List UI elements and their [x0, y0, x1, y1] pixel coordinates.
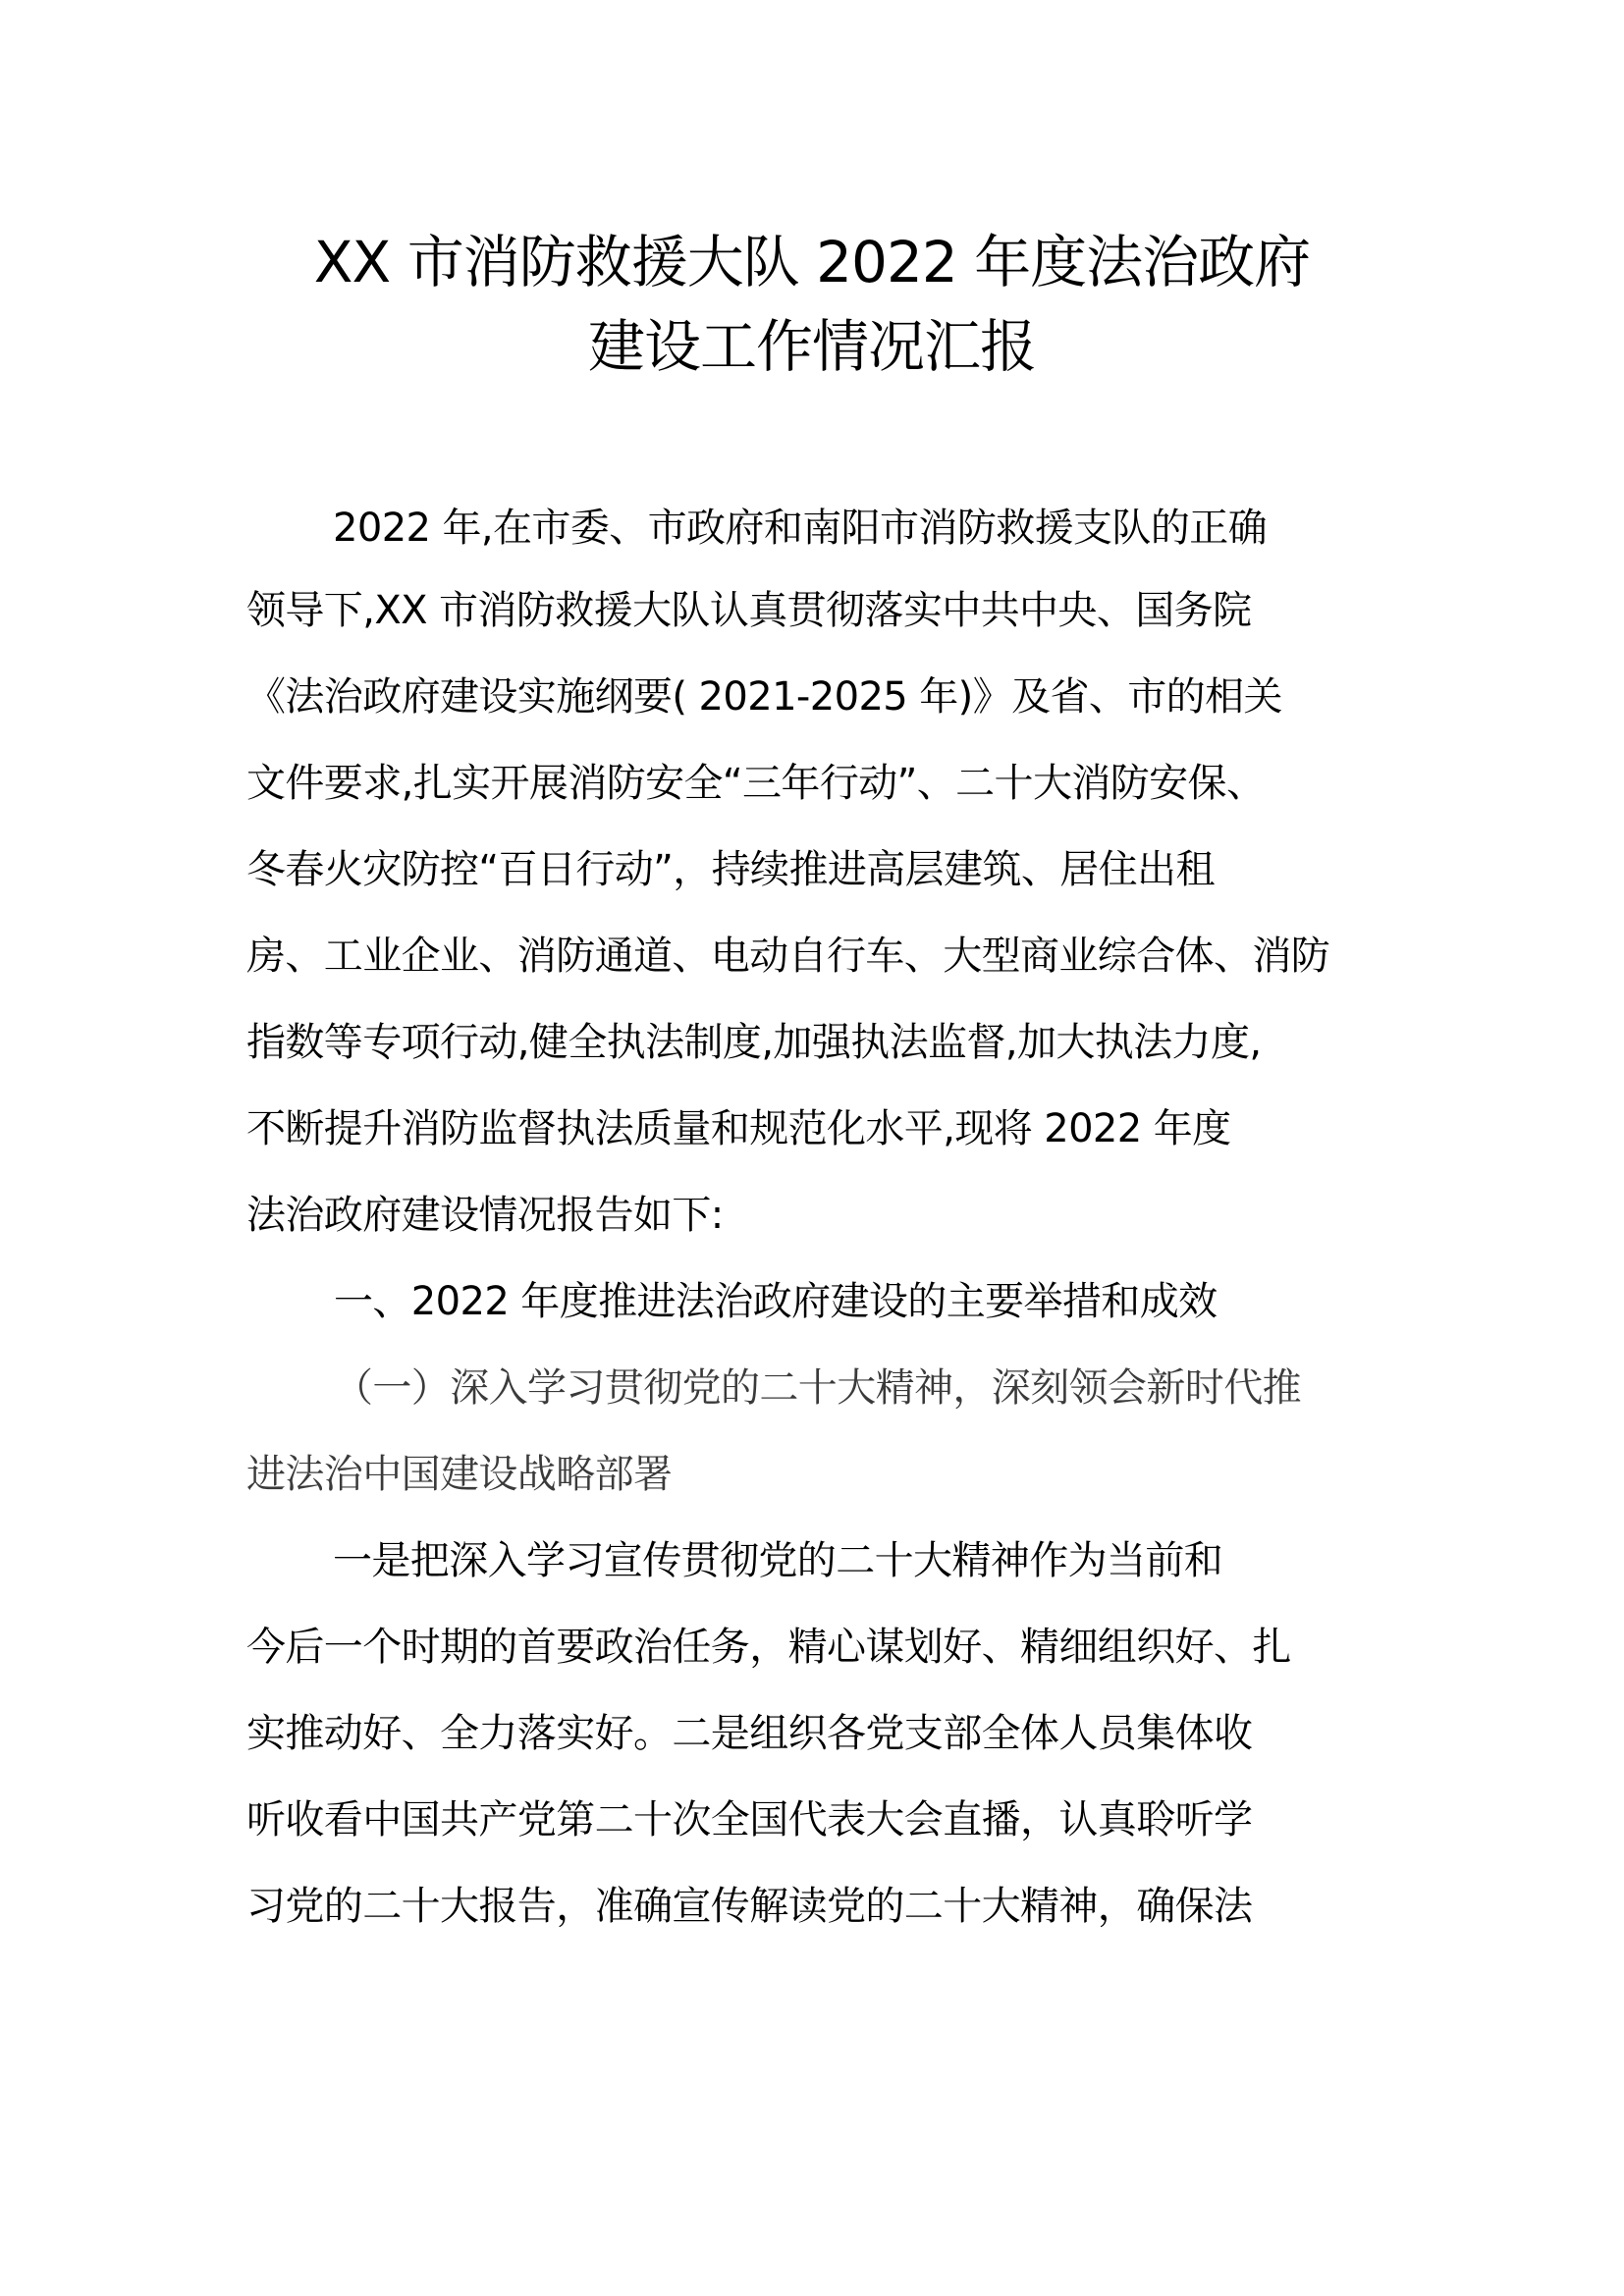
paragraph-line: 习党的二十大报告，准确宣传解读党的二十大精神，确保法 [246, 1884, 1253, 1929]
document-title-line-2: 建设工作情况汇报 [587, 313, 1036, 380]
paragraph-line: 文件要求,扎实开展消防安全“三年行动”、二十大消防安保、 [246, 761, 1266, 806]
subsection-heading-line: （一）深入学习贯彻党的二十大精神，深刻领会新时代推 [334, 1365, 1301, 1411]
paragraph-line: 冬春火灾防控“百日行动”，持续推进高层建筑、居住出租 [246, 847, 1215, 892]
paragraph-line: 法治政府建设情况报告如下: [246, 1193, 724, 1238]
paragraph-line: 一是把深入学习宣传贯彻党的二十大精神作为当前和 [333, 1538, 1223, 1583]
paragraph-line: 《法治政府建设实施纲要( 2021-2025 年)》及省、市的相关 [246, 674, 1282, 720]
subsection-heading-line: 进法治中国建设战略部署 [246, 1452, 673, 1497]
section-heading: 一、2022 年度推进法治政府建设的主要举措和成效 [334, 1279, 1218, 1324]
document-title-line-1: XX 市消防救援大队 2022 年度法治政府 [313, 229, 1311, 295]
paragraph-line: 不断提升消防监督执法质量和规范化水平,现将 2022 年度 [246, 1106, 1231, 1151]
paragraph-line: 指数等专项行动,健全执法制度,加强执法监督,加大执法力度, [246, 1020, 1262, 1065]
paragraph-line: 听收看中国共产党第二十次全国代表大会直播，认真聆听学 [246, 1797, 1253, 1842]
paragraph-line: 实推动好、全力落实好。二是组织各党支部全体人员集体收 [246, 1711, 1253, 1756]
paragraph-line: 房、工业企业、消防通道、电动自行车、大型商业综合体、消防 [246, 934, 1330, 979]
paragraph-line: 今后一个时期的首要政治任务，精心谋划好、精细组织好、扎 [246, 1625, 1291, 1670]
paragraph-line: 领导下,XX 市消防救援大队认真贯彻落实中共中央、国务院 [246, 588, 1252, 633]
paragraph-line: 2022 年,在市委、市政府和南阳市消防救援支队的正确 [333, 506, 1268, 551]
